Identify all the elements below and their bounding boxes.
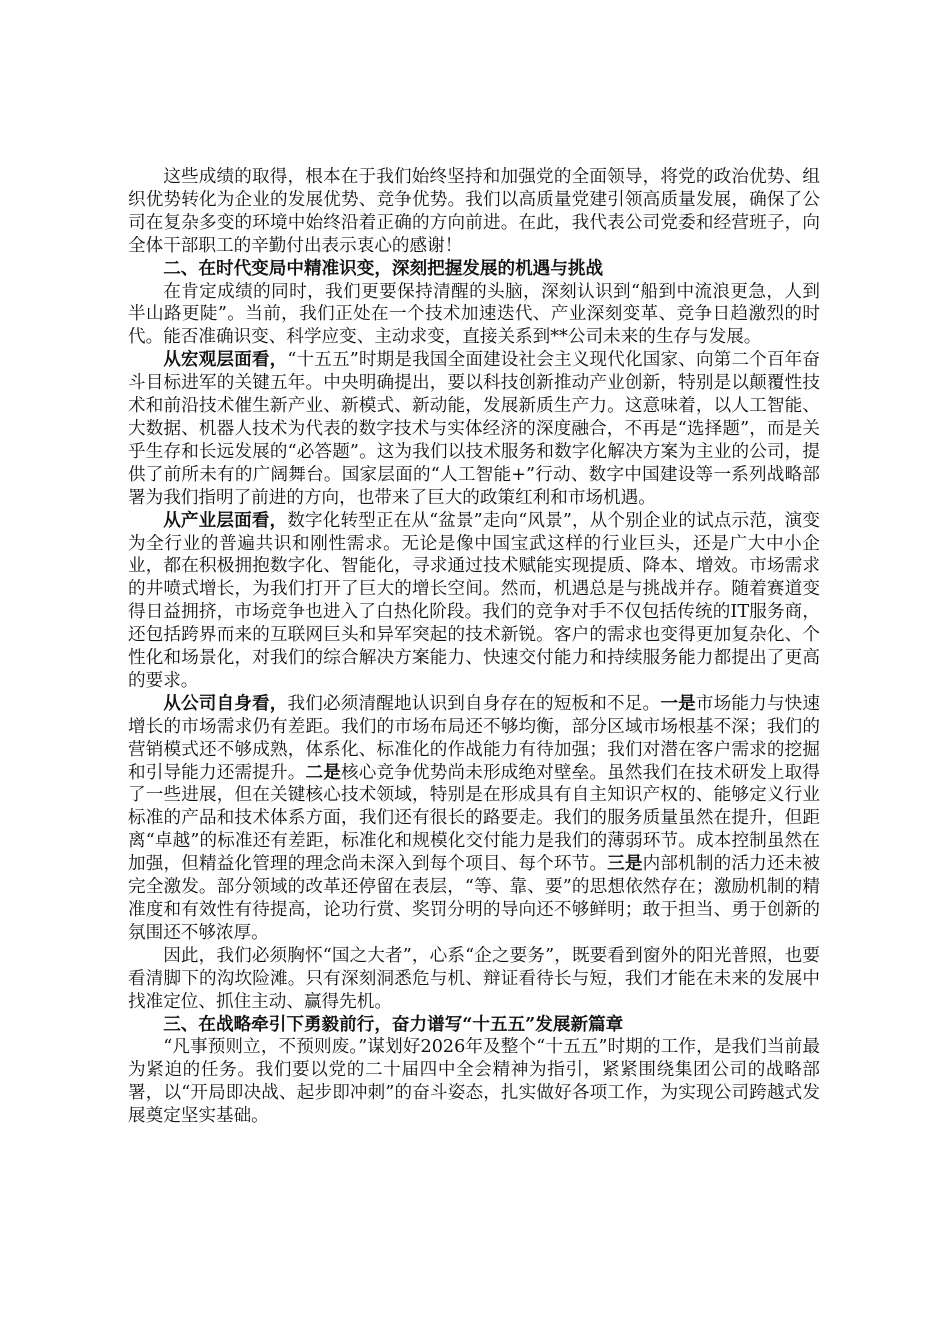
section-heading-2: 二、在时代变局中精准识变，深刻把握发展的机遇与挑战 [163, 257, 604, 279]
lead-industry: 从产业层面看， [163, 509, 288, 531]
text-company-4: 内部机制的活力还未被完全激发。部分领域的改革还停留在表层，“等、靠、要”的思想依然存在；激励机制的精准度和有效性有待提高，论功行赏、奖罚分明的导向还不够鲜明；敢于担当、勇于创新的氛围还不够浓厚。 [128, 854, 820, 943]
paragraph-industry-level [128, 510, 820, 693]
marker-third: 三是 [607, 853, 643, 875]
marker-first: 一是 [660, 692, 696, 714]
marker-second: 二是 [305, 761, 341, 783]
paragraph-achievements: 这些成绩的取得，根本在于我们始终坚持和加强党的全面领导，将党的政治优势、组织优势转化为企业的发展优势、竞争优势。我们以高质量党建引领高质量发展，确保了公司在复杂多变的环境中始终沿着正确的方向前进。在此，我代表公司党委和经营班子，向全体干部职工的辛勤付出表示衷心的感谢！ [128, 167, 820, 256]
lead-company: 从公司自身看， [163, 692, 288, 714]
text-macro: “十五五”时期是我国全面建设社会主义现代化国家、向第二个百年奋斗目标进军的关键五年。中央明确提出，要以科技创新推动产业创新，特别是以颠覆性技术和前沿技术催生新产业、新模式、新动能，发展新质生产力。这意味着，以人工智能、大数据、机器人技术为代表的数字技术与实体经济的深度融合，不再是“选择题”，而是关乎生存和长远发展的“必答题”。这为我们以技术服务和数字化解决方案为主业的公司，提供了前所未有的广阔舞台。国家层面的“人工智能+”行动、数字中国建设等一系列战略部署为我们指明了前进的方向，也带来了巨大的政策红利和市场机遇。 [128, 350, 820, 508]
text-industry: 数字化转型正在从“盆景”走向“风景”，从个别企业的试点示范，演变为全行业的普遍共识和刚性需求。无论是像中国宝武这样的行业巨头，还是广大中小企业，都在积极拥抱数字化、智能化，寻求通过技术赋能实现提质、降本、增效。市场需求的井喷式增长，为我们打开了巨大的增长空间。然而，机遇总是与挑战并存。随着赛道变得日益拥挤，市场竞争也进入了白热化阶段。我们的竞争对手不仅包括传统的IT服务商，还包括跨界而来的互联网巨头和异军突起的技术新锐。客户的需求也变得更加复杂化、个性化和场景化，对我们的综合解决方案能力、快速交付能力和持续服务能力都提出了更高的要求。 [128, 510, 820, 691]
text-company-3: 核心竞争优势尚未形成绝对壁垒。虽然我们在技术研发上取得了一些进展，但在关键核心技术领域，特别是在形成具有自主知识产权的、能够定义行业标准的产品和技术体系方面，我们还有很长的路要走。我们的服务质量虽然在提升，但距离“卓越”的标准还有差距，标准化和规模化交付能力是我们的薄弱环节。成本控制虽然在加强，但精益化管理的理念尚未深入到每个项目、每个环节。 [128, 762, 820, 875]
text-company-2: 市场能力与快速增长的市场需求仍有差距。我们的市场布局还不够均衡，部分区域市场根基不深；我们的营销模式还不够成熟，体系化、标准化的作战能力有待加强；我们对潜在客户需求的挖掘和引导能力还需提升。 [128, 693, 820, 783]
paragraph-planning: “凡事预则立，不预则废。”谋划好2026年及整个“十五五”时期的工作，是我们当前最为紧迫的任务。我们要以党的二十届四中全会精神为指引，紧紧围绕集团公司的战略部署，以“开局即决战、起步即冲刺”的奋斗姿态，扎实做好各项工作，为实现公司跨越式发展奠定坚实基础。 [128, 1037, 820, 1127]
paragraph-intro-challenges: 在肯定成绩的同时，我们更要保持清醒的头脑，深刻认识到“船到中流浪更急，人到半山路更陡”。当前，我们正处在一个技术加速迭代、产业深刻变革、竞争日趋激烈的时代。能否准确识变、科学应变、主动求变，直接关系到**公司未来的生存与发展。 [128, 281, 820, 348]
paragraph-conclusion: 因此，我们必须胸怀“国之大者”，心系“企之要务”，既要看到窗外的阳光普照，也要看清脚下的沟坎险滩。只有深刻洞悉危与机、辩证看待长与短，我们才能在未来的发展中找准定位、抓住主动、赢得先机。 [128, 945, 820, 1012]
paragraph-macro-level [128, 349, 820, 509]
text-company-1: 我们必须清醒地认识到自身存在的短板和不足。 [287, 693, 661, 714]
document-page [128, 166, 820, 1128]
section-heading-3: 三、在战略牵引下勇毅前行，奋力谱写“十五五”发展新篇章 [163, 1013, 624, 1035]
lead-macro: 从宏观层面看， [163, 349, 288, 371]
paragraph-company-level [128, 693, 820, 945]
